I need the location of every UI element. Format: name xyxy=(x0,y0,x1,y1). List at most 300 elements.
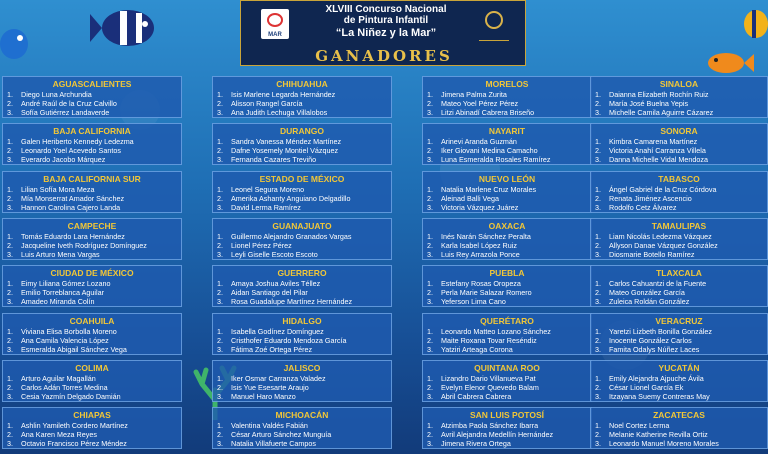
winner-place: 2. xyxy=(217,430,223,440)
winner-place: 2. xyxy=(595,288,601,298)
winner-row xyxy=(213,90,391,99)
state-card xyxy=(590,313,768,355)
winner-name: Lilian Sofía Mora Meza xyxy=(21,184,95,194)
state-name: CHIAPAS xyxy=(73,410,111,421)
winner-row xyxy=(3,421,181,430)
winner-name: Arturo Aguilar Magallán xyxy=(21,373,96,383)
winner-row xyxy=(213,241,391,250)
winner-place: 3. xyxy=(7,155,13,165)
winner-name: Isis Yue Esesarte Araujo xyxy=(231,382,309,392)
winner-name: Leonardo Matteo Lozano Sánchez xyxy=(441,326,551,336)
winner-place: 1. xyxy=(427,231,433,241)
winner-row xyxy=(591,288,767,297)
winner-name: Amadeo Miranda Colín xyxy=(21,297,95,307)
winner-name: Isis Marlene Legarda Hernández xyxy=(231,90,336,99)
winner-name: Everardo Jacobo Márquez xyxy=(21,155,106,165)
winner-row xyxy=(3,439,181,448)
winner-name: Aleinad Balli Vega xyxy=(441,193,499,203)
state-name: NUEVO LEÓN xyxy=(478,173,536,184)
winner-row xyxy=(423,297,591,306)
winner-name: Isabella Godínez Domínguez xyxy=(231,326,324,336)
winner-row xyxy=(591,250,767,259)
state-name: MORELOS xyxy=(485,79,529,89)
state-card xyxy=(212,313,392,355)
winner-place: 2. xyxy=(7,382,13,392)
winner-name: David Lerma Ramírez xyxy=(231,202,301,212)
winner-place: 1. xyxy=(217,184,223,194)
state-name: COLIMA xyxy=(75,362,109,373)
winner-name: Inocente González Carlos xyxy=(609,335,692,345)
state-card xyxy=(2,123,182,165)
winner-name: Fernanda Cazares Treviño xyxy=(231,155,317,165)
winner-name: Itzayana Suemy Contreras May xyxy=(609,391,710,401)
state-card xyxy=(422,123,592,165)
winner-place: 1. xyxy=(7,137,13,147)
winner-row xyxy=(3,99,181,108)
winner-name: Carlos Cahuantzi de la Fuente xyxy=(609,279,707,289)
state-name: ZACATECAS xyxy=(653,410,705,421)
winner-place: 1. xyxy=(217,279,223,289)
winner-place: 2. xyxy=(595,382,601,392)
state-card xyxy=(2,76,182,118)
winner-row xyxy=(591,392,767,401)
winner-name: María José Buelna Yepis xyxy=(609,99,689,108)
state-name: VERACRUZ xyxy=(655,315,703,326)
winner-row xyxy=(591,439,767,448)
winner-name: Mateo González García xyxy=(609,288,685,298)
winner-name: César Lionel García Ek xyxy=(609,382,684,392)
fish-icon xyxy=(0,22,32,62)
winner-name: Perla Marie Salazar Romero xyxy=(441,288,532,298)
winner-name: Estefany Rosas Oropeza xyxy=(441,279,521,289)
winner-row xyxy=(213,194,391,203)
winner-row xyxy=(423,345,591,354)
winner-place: 1. xyxy=(595,421,601,431)
winner-place: 1. xyxy=(7,373,13,383)
state-card xyxy=(212,171,392,213)
winner-name: Melanie Katherine Revilla Ortiz xyxy=(609,430,708,440)
state-name: JALISCO xyxy=(283,362,321,373)
state-card xyxy=(212,265,392,307)
winner-name: Ana Karen Meza Reyes xyxy=(21,430,97,440)
winner-place: 3. xyxy=(595,344,601,354)
state-name: GUANAJUATO xyxy=(272,220,332,231)
winner-row xyxy=(423,421,591,430)
winner-row xyxy=(213,392,391,401)
winner-place: 3. xyxy=(427,297,433,307)
winner-row xyxy=(423,383,591,392)
state-name: QUERÉTARO xyxy=(480,315,534,326)
winner-row xyxy=(3,297,181,306)
winner-name: Abril Cabrera Cabrera xyxy=(441,391,512,401)
state-name: TABASCO xyxy=(658,173,700,184)
winner-row xyxy=(591,99,767,108)
winner-place: 1. xyxy=(427,326,433,336)
winner-name: Allyson Danae Vázquez González xyxy=(609,240,718,250)
clownfish-icon xyxy=(90,2,160,52)
winner-place: 3. xyxy=(7,391,13,401)
state-name: GUERRERO xyxy=(277,268,327,279)
winner-place: 3. xyxy=(217,202,223,212)
winner-name: Zuleica Roldán González xyxy=(609,297,690,307)
state-name: BAJA CALIFORNIA xyxy=(53,126,131,137)
winner-place: 2. xyxy=(7,193,13,203)
winner-name: Luna Esmeralda Rosales Ramírez xyxy=(441,155,551,165)
header-banner xyxy=(240,0,526,66)
winner-place: 2. xyxy=(217,288,223,298)
winner-row xyxy=(213,250,391,259)
winner-row xyxy=(213,345,391,354)
winner-row xyxy=(423,374,591,383)
winner-row xyxy=(591,241,767,250)
winner-row xyxy=(213,327,391,336)
winner-name: Octavio Francisco Pérez Méndez xyxy=(21,439,127,449)
state-name: DURANGO xyxy=(280,126,324,137)
winner-row xyxy=(423,155,591,164)
winner-place: 1. xyxy=(427,184,433,194)
winner-row xyxy=(213,439,391,448)
winner-name: Luis Arturo Mena Vargas xyxy=(21,249,100,259)
state-name: CIUDAD DE MÉXICO xyxy=(50,268,134,279)
winner-row xyxy=(213,155,391,164)
state-name: PUEBLA xyxy=(489,268,525,279)
winner-name: Rosa Guadalupe Martínez Hernández xyxy=(231,297,353,307)
winner-name: André Raúl de la Cruz Calvillo xyxy=(21,99,117,108)
winner-place: 1. xyxy=(7,90,13,99)
winner-place: 1. xyxy=(217,326,223,336)
yellow-fish-icon xyxy=(742,2,768,42)
winner-name: Karla Isabel López Ruiz xyxy=(441,240,517,250)
winner-row xyxy=(3,137,181,146)
winner-place: 2. xyxy=(427,99,433,108)
winner-place: 2. xyxy=(595,99,601,108)
winner-place: 2. xyxy=(7,335,13,345)
winner-place: 3. xyxy=(7,344,13,354)
winner-name: César Arturo Sánchez Munguía xyxy=(231,430,332,440)
winner-row xyxy=(591,297,767,306)
winner-row xyxy=(591,336,767,345)
winner-name: Leyli Giselle Escoto Escoto xyxy=(231,249,318,259)
winner-name: Cesia Yazmín Delgado Damián xyxy=(21,391,121,401)
winner-place: 3. xyxy=(427,439,433,449)
winner-place: 2. xyxy=(427,146,433,156)
state-card xyxy=(590,407,768,449)
winner-name: Amaya Joshua Aviles Téllez xyxy=(231,279,321,289)
winner-place: 3. xyxy=(217,297,223,307)
winner-row xyxy=(3,327,181,336)
winner-name: Rodolfo Cetz Álvarez xyxy=(609,202,677,212)
winner-place: 1. xyxy=(7,326,13,336)
winner-place: 2. xyxy=(7,99,13,108)
winner-row xyxy=(3,155,181,164)
winner-row xyxy=(591,194,767,203)
state-name: TLAXCALA xyxy=(656,268,702,279)
state-name: MICHOACÁN xyxy=(275,410,329,421)
winner-name: Galen Heriberto Kennedy Ledezma xyxy=(21,137,134,147)
winner-place: 1. xyxy=(427,373,433,383)
winner-place: 2. xyxy=(7,240,13,250)
winner-row xyxy=(423,146,591,155)
winner-name: Iker Giovani Medina Camacho xyxy=(441,146,538,156)
winner-name: Diosmarie Botello Ramírez xyxy=(609,249,695,259)
winner-name: Yaretzi Lizbeth Bonilla González xyxy=(609,326,712,336)
winner-name: Leonardo Yoel Acevedo Santos xyxy=(21,146,121,156)
state-card xyxy=(422,407,592,449)
winner-place: 2. xyxy=(217,193,223,203)
state-card xyxy=(590,123,768,165)
winner-place: 2. xyxy=(217,240,223,250)
winner-row xyxy=(423,279,591,288)
winner-place: 3. xyxy=(7,249,13,259)
winner-name: Victoria Anahí Carranza Villela xyxy=(609,146,706,156)
winner-name: Amerika Ashanty Anguiano Delgadillo xyxy=(231,193,351,203)
winner-name: Alisson Rangel García xyxy=(231,99,303,108)
state-card xyxy=(422,76,592,118)
winner-place: 3. xyxy=(427,391,433,401)
winner-place: 3. xyxy=(595,155,601,165)
winner-place: 2. xyxy=(217,146,223,156)
winner-name: Michelle Camila Aguirre Cázarez xyxy=(609,108,714,117)
state-card xyxy=(422,313,592,355)
winner-place: 3. xyxy=(7,108,13,117)
winner-name: Mía Monserrat Amador Sánchez xyxy=(21,193,125,203)
winner-place: 1. xyxy=(217,421,223,431)
winner-place: 3. xyxy=(427,344,433,354)
anniversary-logo xyxy=(479,5,509,41)
winner-row xyxy=(591,108,767,117)
winner-row xyxy=(213,430,391,439)
winner-row xyxy=(423,90,591,99)
winner-name: Cristhofer Eduardo Mendoza García xyxy=(231,335,347,345)
winner-name: Atzimba Paola Sánchez Ibarra xyxy=(441,421,539,431)
state-card xyxy=(2,313,182,355)
winner-name: Kimbra Camarena Martínez xyxy=(609,137,698,147)
winner-name: Ashlin Yamileth Cordero Martínez xyxy=(21,421,128,431)
winner-place: 1. xyxy=(427,421,433,431)
winner-place: 3. xyxy=(595,391,601,401)
winner-name: Victoria Vázquez Juárez xyxy=(441,202,519,212)
winner-row xyxy=(591,383,767,392)
winner-row xyxy=(423,439,591,448)
state-name: TAMAULIPAS xyxy=(651,220,707,231)
state-card xyxy=(590,360,768,402)
state-name: AGUASCALIENTES xyxy=(52,79,132,89)
winner-name: Luis Rey Arrazola Ponce xyxy=(441,249,520,259)
winner-row xyxy=(213,137,391,146)
winner-place: 3. xyxy=(595,439,601,449)
winner-row xyxy=(213,108,391,117)
winner-row xyxy=(423,232,591,241)
winner-name: Danna Michelle Vidal Mendoza xyxy=(609,155,708,165)
winner-name: Yeferson Lima Cano xyxy=(441,297,506,307)
winner-place: 1. xyxy=(7,184,13,194)
winner-name: Daianna Elizabeth Rochín Ruiz xyxy=(609,90,709,99)
state-name: SAN LUIS POTOSÍ xyxy=(470,410,544,421)
semar-logo xyxy=(261,9,289,39)
winner-name: Manuel Haro Manzo xyxy=(231,391,296,401)
winner-name: Natalia Marlene Cruz Morales xyxy=(441,184,537,194)
winner-row xyxy=(3,250,181,259)
state-name: QUINTANA ROO xyxy=(474,362,540,373)
winner-place: 1. xyxy=(595,326,601,336)
state-card xyxy=(212,360,392,402)
logo-signature xyxy=(479,34,509,41)
winner-place: 2. xyxy=(217,335,223,345)
winner-place: 1. xyxy=(595,137,601,147)
winner-place: 3. xyxy=(595,202,601,212)
winner-place: 1. xyxy=(595,373,601,383)
orange-fish-icon xyxy=(704,50,754,76)
contest-theme: “La Niñez y la Mar” xyxy=(335,27,437,39)
winner-place: 2. xyxy=(7,146,13,156)
winner-name: Mateo Yoel Pérez Pérez xyxy=(441,99,519,108)
winner-place: 2. xyxy=(427,430,433,440)
state-name: COAHUILA xyxy=(69,315,115,326)
winner-place: 2. xyxy=(595,193,601,203)
winner-name: Leonardo Manuel Moreno Morales xyxy=(609,439,719,449)
contest-title-line1: XLVIII Concurso Nacional xyxy=(325,4,447,15)
state-card xyxy=(212,123,392,165)
winner-row xyxy=(3,185,181,194)
winner-row xyxy=(591,345,767,354)
winner-place: 2. xyxy=(427,335,433,345)
winner-row xyxy=(3,194,181,203)
state-card xyxy=(2,265,182,307)
state-name: HIDALGO xyxy=(282,315,322,326)
winner-name: Leonel Segura Moreno xyxy=(231,184,305,194)
winner-place: 2. xyxy=(595,240,601,250)
winner-place: 3. xyxy=(217,391,223,401)
winner-row xyxy=(591,374,767,383)
winner-name: Hannon Carolina Cajero Landa xyxy=(21,202,121,212)
state-name: NAYARIT xyxy=(488,126,526,137)
winner-place: 1. xyxy=(217,90,223,99)
state-card xyxy=(2,171,182,213)
winner-row xyxy=(423,241,591,250)
winner-place: 2. xyxy=(595,335,601,345)
winner-row xyxy=(213,336,391,345)
winner-name: Viviana Elisa Borbolla Moreno xyxy=(21,326,117,336)
state-name: CAMPECHE xyxy=(67,220,117,231)
state-name: SONORA xyxy=(660,126,698,137)
winner-name: Aidan Santiago del Pilar xyxy=(231,288,308,298)
winner-name: Maite Roxana Tovar Reséndiz xyxy=(441,335,537,345)
winner-place: 1. xyxy=(7,421,13,431)
winner-row xyxy=(423,99,591,108)
winner-row xyxy=(213,99,391,108)
state-card xyxy=(590,218,768,260)
winner-row xyxy=(423,336,591,345)
winner-place: 1. xyxy=(427,90,433,99)
winner-name: Valentina Valdés Fabián xyxy=(231,421,308,431)
winner-place: 2. xyxy=(7,288,13,298)
winner-place: 3. xyxy=(595,108,601,117)
winner-row xyxy=(213,421,391,430)
winner-name: Renata Jiménez Ascencio xyxy=(609,193,692,203)
winner-place: 3. xyxy=(217,155,223,165)
state-name: YUCATÁN xyxy=(658,362,700,373)
winner-name: Evelyn Elenor Quevedo Balam xyxy=(441,382,539,392)
winner-name: Natalia Villafuerte Campos xyxy=(231,439,316,449)
winner-place: 1. xyxy=(7,279,13,289)
winner-row xyxy=(213,232,391,241)
winner-row xyxy=(3,203,181,212)
winner-row xyxy=(423,203,591,212)
winner-place: 3. xyxy=(427,202,433,212)
winner-row xyxy=(591,137,767,146)
winner-place: 3. xyxy=(595,297,601,307)
winner-name: Dafne Yosemely Montiel Vázquez xyxy=(231,146,339,156)
winner-name: Liam Nicolás Ledezma Vázquez xyxy=(609,231,712,241)
winner-row xyxy=(3,392,181,401)
winner-row xyxy=(213,279,391,288)
contest-title-line2: de Pintura Infantil xyxy=(343,15,429,26)
logo-text: MAR xyxy=(268,32,282,38)
state-card xyxy=(422,265,592,307)
winner-name: Jacqueline Iveth Rodríguez Domínguez xyxy=(21,240,147,250)
winner-name: Ángel Gabriel de la Cruz Córdova xyxy=(609,184,717,194)
winner-row xyxy=(591,279,767,288)
winner-row xyxy=(591,327,767,336)
winner-name: Esmeralda Abigail Sánchez Vega xyxy=(21,344,127,354)
winner-row xyxy=(3,108,181,117)
winner-row xyxy=(3,288,181,297)
winner-name: Avril Alejandra Medellín Hernández xyxy=(441,430,554,440)
state-name: BAJA CALIFORNIA SUR xyxy=(43,173,141,184)
winner-place: 3. xyxy=(217,344,223,354)
winner-row xyxy=(423,288,591,297)
winner-name: Noel Cortez Lerma xyxy=(609,421,670,431)
winner-place: 3. xyxy=(427,155,433,165)
winner-name: Eimy Liliana Gómez Lozano xyxy=(21,279,111,289)
anchor-icon xyxy=(485,11,503,29)
winner-place: 2. xyxy=(217,382,223,392)
winner-place: 3. xyxy=(427,249,433,259)
winner-row xyxy=(423,327,591,336)
winner-row xyxy=(213,185,391,194)
winner-name: Ana Camila Valencia López xyxy=(21,335,109,345)
winner-place: 3. xyxy=(217,108,223,117)
winner-place: 3. xyxy=(595,249,601,259)
winner-place: 2. xyxy=(595,146,601,156)
winner-place: 3. xyxy=(7,439,13,449)
state-name: ESTADO DE MÉXICO xyxy=(259,173,345,184)
state-card xyxy=(212,76,392,118)
winner-place: 3. xyxy=(7,297,13,307)
winner-row xyxy=(591,146,767,155)
winner-row xyxy=(3,374,181,383)
winner-row xyxy=(423,108,591,117)
state-card xyxy=(2,360,182,402)
winner-place: 1. xyxy=(595,279,601,289)
state-name: OAXACA xyxy=(488,220,526,231)
winner-place: 2. xyxy=(595,430,601,440)
winner-row xyxy=(3,146,181,155)
winner-row xyxy=(423,194,591,203)
winner-place: 1. xyxy=(217,373,223,383)
winner-name: Emilio Torreblanca Aguilar xyxy=(21,288,104,298)
winner-name: Fátima Zoé Ortega Pérez xyxy=(231,344,313,354)
winner-name: Jimena Palma Zurita xyxy=(441,90,507,99)
winners-title: GANADORES xyxy=(315,47,453,65)
winner-row xyxy=(213,297,391,306)
winner-place: 1. xyxy=(217,231,223,241)
winner-row xyxy=(591,430,767,439)
winner-name: Diego Luna Archundia xyxy=(21,90,92,99)
winner-name: Ana Judith Lechuga Villalobos xyxy=(231,108,328,117)
winner-place: 1. xyxy=(595,90,601,99)
winner-row xyxy=(423,250,591,259)
